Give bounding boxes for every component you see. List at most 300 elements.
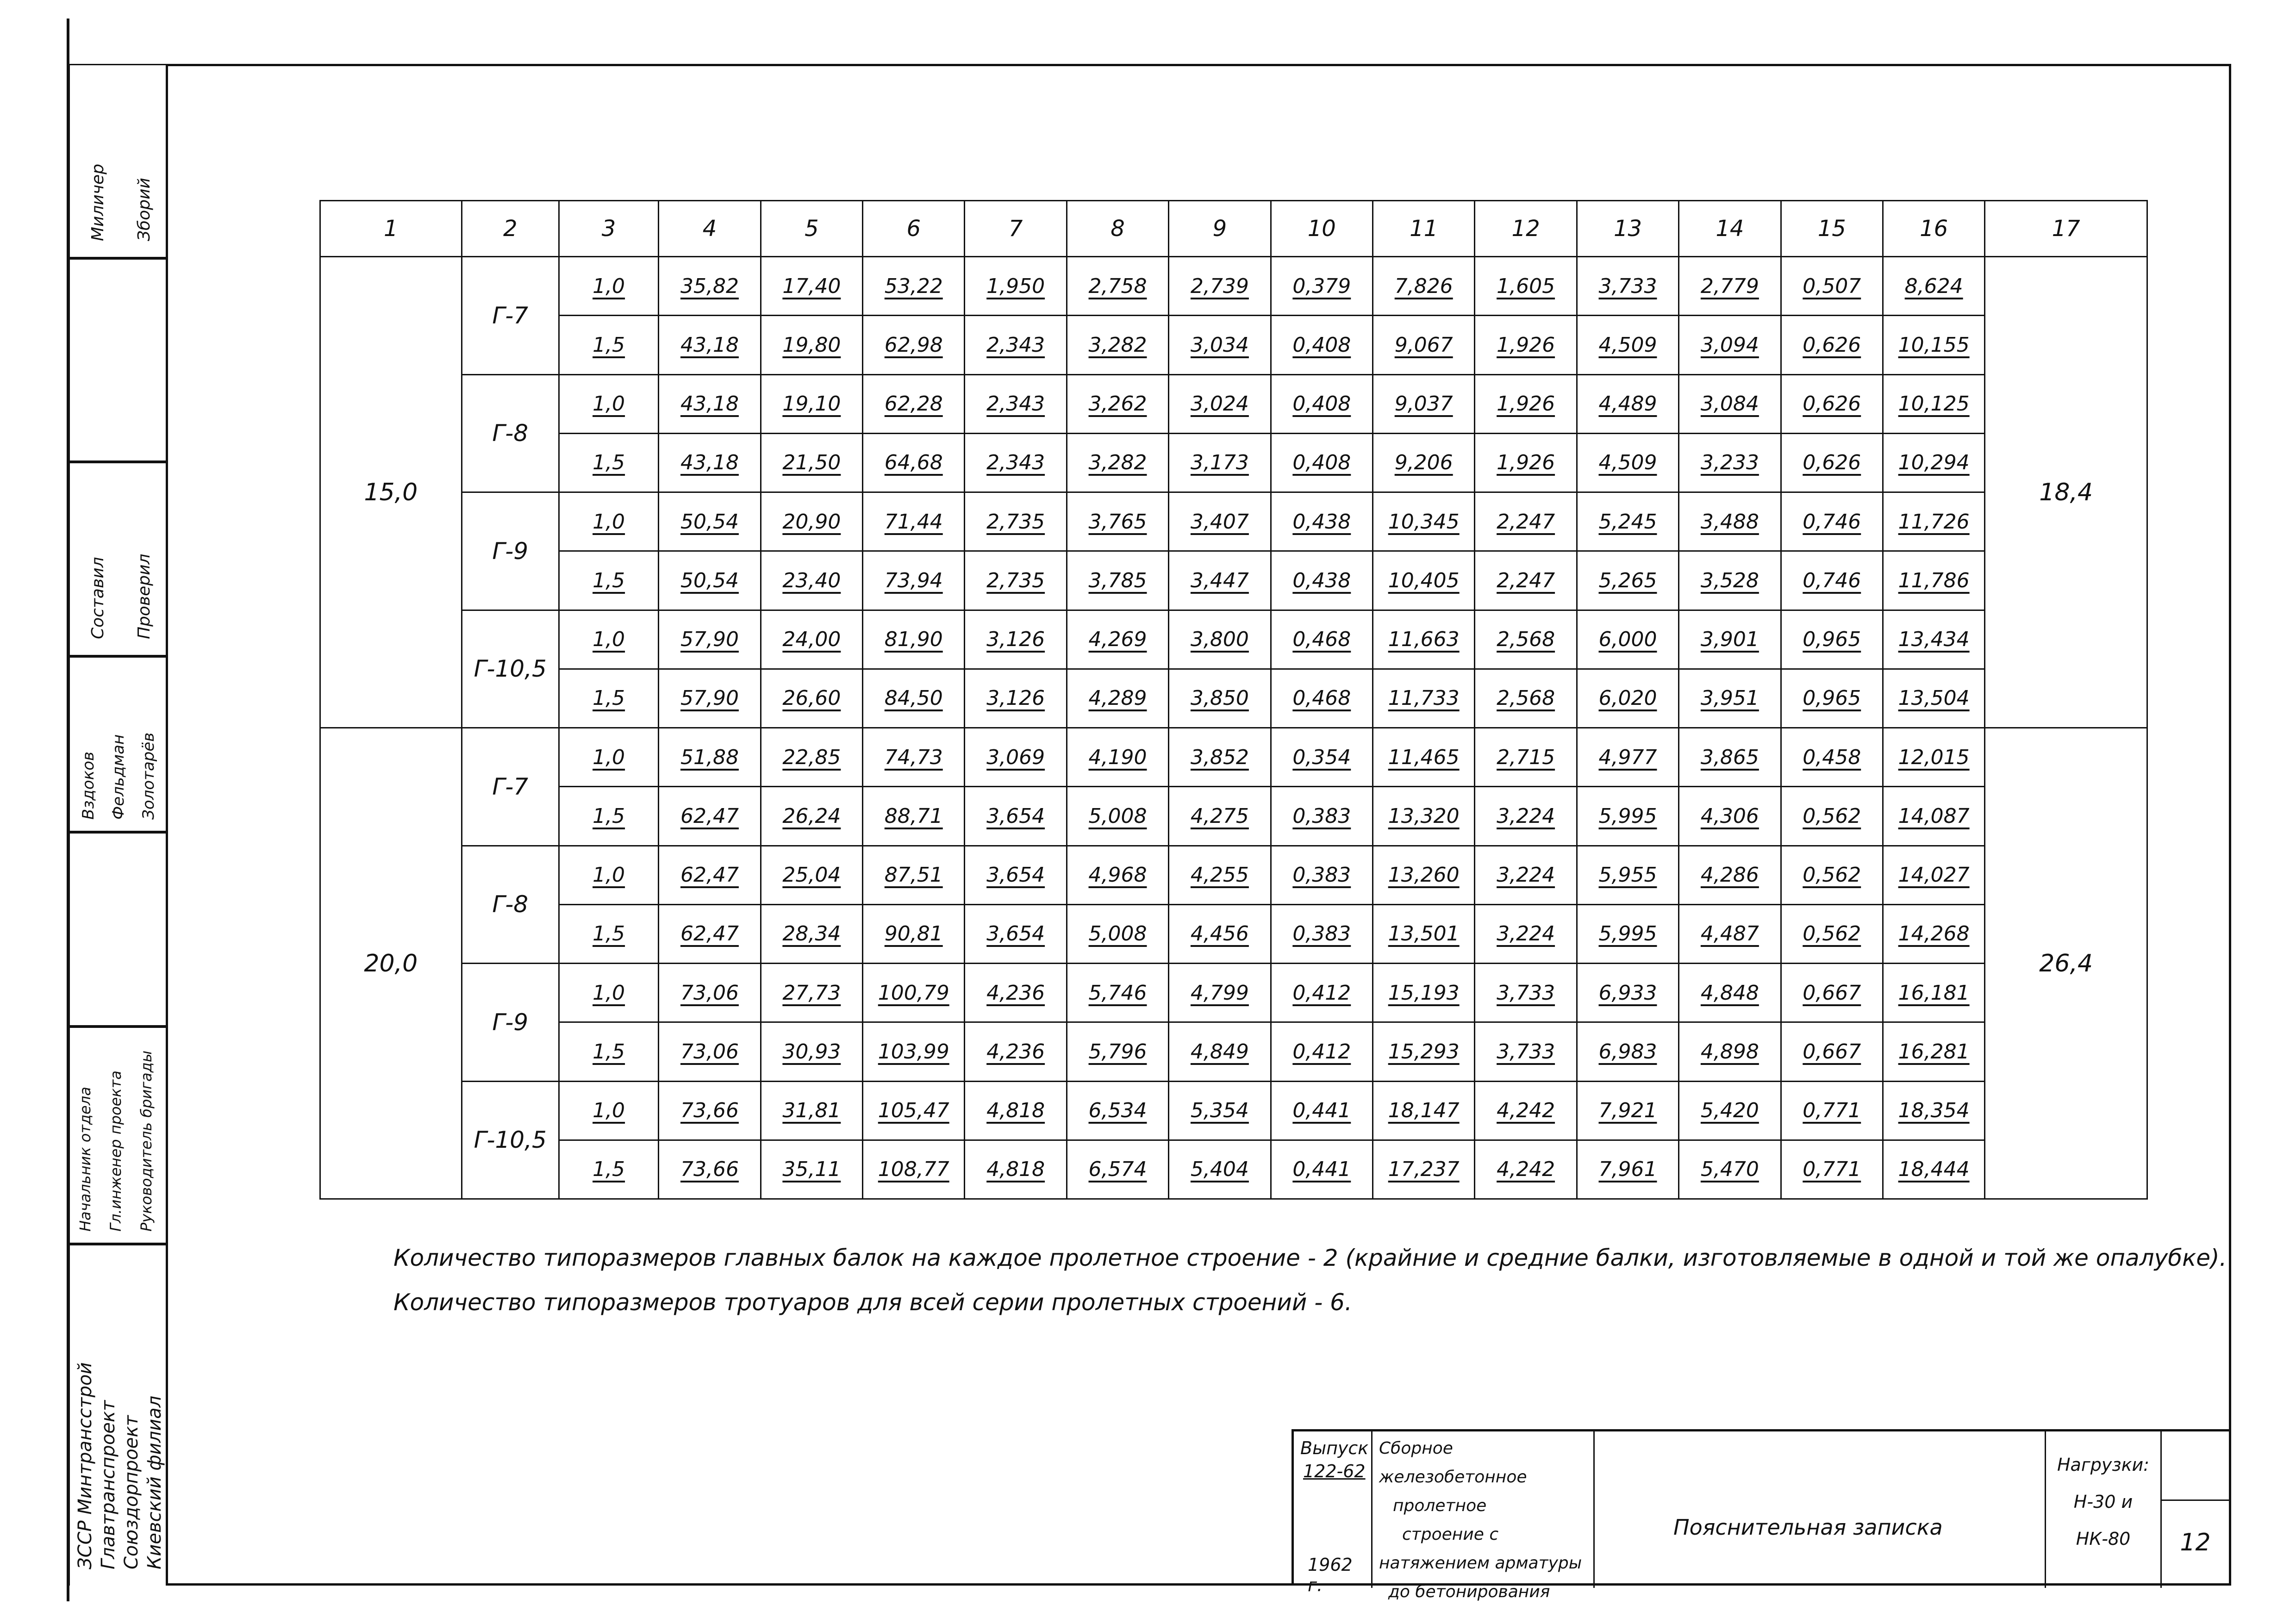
value-cell [1067,904,1168,963]
value-cell [1781,316,1883,374]
cell-value: 5,470 [1700,1157,1759,1182]
column-header: 10 [1271,201,1373,257]
value-cell [1475,374,1577,433]
value-cell [1679,316,1781,374]
cell-value: 1,0 [593,510,625,534]
value-cell [1271,846,1373,904]
value-cell [1475,787,1577,846]
cell-value: 12,015 [1898,745,1970,769]
cell-value: 2,343 [986,392,1045,416]
cell-value: 62,47 [680,863,739,887]
value-cell [1679,846,1781,904]
table-row [320,374,2147,433]
value-cell [659,787,761,846]
cell-value: 16,281 [1898,1039,1970,1064]
value-cell [1067,492,1168,551]
value-cell [1577,669,1678,728]
cell-value: 0,412 [1292,1039,1351,1064]
value-cell [1271,1022,1373,1081]
cell-value: 90,81 [884,922,943,946]
column-header: 14 [1679,201,1781,257]
value-cell [965,374,1067,433]
stamp-role-head: Начальник отдела [76,1087,94,1232]
value-cell [1577,433,1678,492]
description-line-2: пролетное [1393,1496,1487,1515]
value-cell [1169,964,1271,1022]
value-cell [1577,787,1678,846]
cell-value: 0,626 [1803,392,1861,416]
value-cell [1373,257,1475,316]
stamp-name-zboriy: Зборий [135,178,154,241]
cell-value: 1,5 [593,1039,625,1064]
doc-name: Пояснительная записка [1673,1515,1943,1540]
value-cell [1067,374,1168,433]
cell-value: 71,44 [884,510,943,534]
cell-value: 50,54 [680,568,739,592]
cell-value: 74,73 [884,745,943,769]
cell-value: 62,47 [680,804,739,828]
cell-value: 3,126 [986,686,1045,710]
cell-value: 73,66 [680,1099,739,1123]
cell-value: 53,22 [884,274,943,298]
cell-value: 3,733 [1497,981,1555,1005]
note-line-2: Количество типоразмеров тротуаров для всей серии пролетных строений - 6. [393,1289,1352,1316]
left-stamp-column [67,64,166,1586]
issue-number: 122-62 [1303,1461,1366,1481]
cell-value: 4,236 [986,1039,1045,1064]
cell-value: 14,027 [1898,863,1970,887]
value-cell [1169,846,1271,904]
cell-value: 3,447 [1190,568,1249,592]
description-line-4: натяжением арматуры [1379,1554,1582,1573]
stamp-name-feldman: Фельдман [109,734,128,820]
value-cell [1169,374,1271,433]
cell-value: 15,193 [1388,981,1460,1005]
value-cell [1373,1081,1475,1140]
value-cell [1781,1081,1883,1140]
value-cell [1475,1081,1577,1140]
value-cell [1475,551,1577,610]
cell-value: 5,955 [1598,863,1657,887]
cell-value: 1,0 [593,1099,625,1123]
beam-type-cell: Г-7 [462,257,559,375]
value-cell [965,1140,1067,1199]
value-cell [1067,1081,1168,1140]
value-cell [1169,904,1271,963]
value-cell [1577,728,1678,787]
cell-value: 1,5 [593,686,625,710]
value-cell [1067,610,1168,669]
value-cell [761,1022,862,1081]
cell-value: 103,99 [878,1039,949,1064]
cell-value: 3,262 [1088,392,1147,416]
cell-value: 0,458 [1803,745,1861,769]
value-cell [659,316,761,374]
cell-value: 13,320 [1388,804,1460,828]
cell-value: 19,10 [782,392,841,416]
value-cell [1271,610,1373,669]
beam-type-cell: Г-9 [462,492,559,610]
value-cell [1373,846,1475,904]
cell-value: 0,562 [1803,804,1861,828]
value-cell [965,669,1067,728]
value-cell [1577,492,1678,551]
value-cell [1781,846,1883,904]
cell-value: 7,961 [1598,1157,1657,1182]
cell-value: 3,733 [1497,1039,1555,1064]
value-cell [965,1022,1067,1081]
cell-value: 4,977 [1598,745,1657,769]
column-header: 12 [1475,201,1577,257]
value-cell [863,728,965,787]
cell-value: 27,73 [782,981,841,1005]
value-cell [965,904,1067,963]
value-cell [1373,374,1475,433]
value-cell [761,787,862,846]
value-cell [1373,787,1475,846]
value-cell [965,964,1067,1022]
cell-value: 30,93 [782,1039,841,1064]
cell-value: 10,345 [1388,510,1460,534]
value-cell [1475,904,1577,963]
value-cell [761,433,862,492]
value-cell [1373,492,1475,551]
value-cell [1373,669,1475,728]
column-header: 17 [1985,201,2147,257]
notes-block [393,1236,2227,1325]
value-cell [1271,433,1373,492]
value-cell [965,492,1067,551]
value-cell [1475,433,1577,492]
value-cell [1475,610,1577,669]
cell-value: 1,0 [593,745,625,769]
table-row [320,1140,2147,1199]
cell-value: 3,528 [1700,568,1759,592]
column-header: 16 [1883,201,1984,257]
value-cell [659,551,761,610]
cell-value: 2,779 [1700,274,1759,298]
value-cell [1169,492,1271,551]
value-cell [1475,257,1577,316]
cell-value: 1,0 [593,274,625,298]
value-cell [1271,374,1373,433]
value-cell [1679,669,1781,728]
org-line-2: Главтранспроект [98,1400,119,1569]
cell-value: 20,90 [782,510,841,534]
value-cell [1577,257,1678,316]
cell-value: 3,488 [1700,510,1759,534]
value-cell [761,492,862,551]
description-line-5: до бетонирования [1388,1582,1550,1601]
value-cell [1679,728,1781,787]
cell-value: 50,54 [680,510,739,534]
cell-value: 17,40 [782,274,841,298]
value-cell [1169,669,1271,728]
cell-value: 3,865 [1700,745,1759,769]
value-cell [1373,1022,1475,1081]
cell-value: 21,50 [782,451,841,475]
value-cell [1883,551,1984,610]
cell-value: 1,5 [593,1157,625,1182]
cell-value: 10,125 [1898,392,1970,416]
value-cell [1781,492,1883,551]
factor-cell [559,787,658,846]
factor-cell [559,904,658,963]
value-cell [1373,433,1475,492]
value-cell [761,728,862,787]
value-cell [659,374,761,433]
cell-value: 0,408 [1292,333,1351,357]
cell-value: 6,534 [1088,1099,1147,1123]
cell-value: 2,343 [986,333,1045,357]
value-cell [1883,433,1984,492]
value-cell [1781,787,1883,846]
cell-value: 11,733 [1388,686,1460,710]
cell-value: 13,260 [1388,863,1460,887]
value-cell [1475,1022,1577,1081]
cell-value: 0,965 [1803,628,1861,652]
cell-value: 6,020 [1598,686,1657,710]
cell-value: 4,456 [1190,922,1249,946]
value-cell [659,610,761,669]
value-cell [1577,1022,1678,1081]
value-cell [1475,492,1577,551]
value-cell [1883,904,1984,963]
factor-cell [559,492,658,551]
cell-value: 6,933 [1598,981,1657,1005]
cell-value: 26,24 [782,804,841,828]
column-header: 13 [1577,201,1678,257]
value-cell [863,1140,965,1199]
cell-value: 1,0 [593,863,625,887]
value-cell [1271,904,1373,963]
cell-value: 11,726 [1898,510,1970,534]
cell-value: 17,237 [1388,1157,1460,1182]
value-cell [1067,787,1168,846]
cell-value: 11,663 [1388,628,1460,652]
cell-value: 10,405 [1388,568,1460,592]
cell-value: 0,468 [1292,686,1351,710]
value-cell [1679,1081,1781,1140]
cell-value: 14,087 [1898,804,1970,828]
table-row [320,904,2147,963]
value-cell [1781,257,1883,316]
value-cell [1679,904,1781,963]
cell-value: 5,746 [1088,981,1147,1005]
cell-value: 1,0 [593,392,625,416]
cell-value: 0,383 [1292,804,1351,828]
cell-value: 5,265 [1598,568,1657,592]
value-cell [1169,316,1271,374]
cell-value: 0,468 [1292,628,1351,652]
cell-value: 6,000 [1598,628,1657,652]
column-header: 5 [761,201,862,257]
cell-value: 9,206 [1394,451,1453,475]
value-cell [1169,433,1271,492]
cell-value: 100,79 [878,981,949,1005]
cell-value: 4,509 [1598,333,1657,357]
cell-value: 1,5 [593,804,625,828]
stamp-cell-roles [69,1027,168,1244]
factor-cell [559,1022,658,1081]
value-cell [1781,964,1883,1022]
cell-value: 31,81 [782,1099,841,1123]
cell-value: 15,293 [1388,1039,1460,1064]
value-cell [1883,1081,1984,1140]
cell-value: 3,224 [1497,922,1555,946]
cell-value: 0,383 [1292,863,1351,887]
cell-value: 1,5 [593,333,625,357]
cell-value: 105,47 [878,1099,949,1123]
cell-value: 6,574 [1088,1157,1147,1182]
cell-value: 11,786 [1898,568,1970,592]
value-cell [1271,1081,1373,1140]
cell-value: 108,77 [878,1157,949,1182]
stamp-name-zolotarev: Золотарёв [139,732,158,820]
cell-value: 2,735 [986,568,1045,592]
column-header: 6 [863,201,965,257]
cell-value: 3,233 [1700,451,1759,475]
cell-value: 5,420 [1700,1099,1759,1123]
stamp-role-brigade-leader: Руководитель бригады [137,1051,155,1232]
quantities-table [319,200,2148,1200]
cell-value: 0,408 [1292,451,1351,475]
value-cell [659,257,761,316]
cell-value: 0,626 [1803,333,1861,357]
table-row [320,846,2147,904]
description-line-1: Сборное железобетонное [1379,1439,1527,1487]
value-cell [659,1081,761,1140]
value-cell [761,1081,862,1140]
value-cell [1679,964,1781,1022]
stamp-name-milicher: Миличер [88,163,107,241]
value-cell [1067,316,1168,374]
value-cell [659,964,761,1022]
factor-cell [559,257,658,316]
cell-value: 5,354 [1190,1099,1249,1123]
stamp-role-chief-engineer: Гл.инженер проекта [107,1070,125,1232]
column-header: 15 [1781,201,1883,257]
value-cell [1271,551,1373,610]
cell-value: 4,848 [1700,981,1759,1005]
cell-value: 43,18 [680,451,739,475]
table-row [320,492,2147,551]
cell-value: 10,155 [1898,333,1970,357]
issue-year: 1962 г. [1308,1555,1353,1595]
value-cell [659,1022,761,1081]
cell-value: 0,507 [1803,274,1861,298]
value-cell [863,433,965,492]
value-cell [863,964,965,1022]
value-cell [1475,728,1577,787]
cell-value: 3,024 [1190,392,1249,416]
cell-value: 35,11 [782,1157,841,1182]
table-row [320,316,2147,374]
value-cell [1271,669,1373,728]
cell-value: 19,80 [782,333,841,357]
cell-value: 2,247 [1497,568,1555,592]
cell-value: 13,501 [1388,922,1460,946]
cell-value: 8,624 [1904,274,1963,298]
value-cell [761,669,862,728]
value-cell [761,257,862,316]
table-row [320,551,2147,610]
value-cell [1679,433,1781,492]
cell-value: 0,379 [1292,274,1351,298]
col17-cell: 26,4 [1985,728,2147,1199]
cell-value: 4,286 [1700,863,1759,887]
load-1: Н-30 и [2073,1492,2133,1512]
cell-value: 1,5 [593,451,625,475]
cell-value: 16,181 [1898,981,1970,1005]
title-loads-cell [2046,1431,2162,1588]
cell-value: 4,968 [1088,863,1147,887]
cell-value: 3,654 [986,922,1045,946]
cell-value: 1,0 [593,981,625,1005]
title-docname-cell [1595,1431,2046,1588]
value-cell [1067,846,1168,904]
cell-value: 0,626 [1803,451,1861,475]
value-cell [1577,846,1678,904]
cell-value: 25,04 [782,863,841,887]
cell-value: 64,68 [884,451,943,475]
value-cell [1475,964,1577,1022]
cell-value: 88,71 [884,804,943,828]
cell-value: 0,438 [1292,568,1351,592]
value-cell [1679,492,1781,551]
cell-value: 4,190 [1088,745,1147,769]
note-line-1: Количество типоразмеров главных балок на каждое пролетное строение - 2 (крайние и средние балки, изготовляемые в одной и той же опалубке). [393,1244,2227,1271]
cell-value: 5,245 [1598,510,1657,534]
cell-value: 43,18 [680,333,739,357]
table-body [320,257,2147,1199]
cell-value: 3,084 [1700,392,1759,416]
cell-value: 0,562 [1803,863,1861,887]
stamp-name-vzdokov: Вздоков [79,751,98,820]
value-cell [1169,551,1271,610]
value-cell [863,257,965,316]
value-cell [1781,551,1883,610]
factor-cell [559,433,658,492]
cell-value: 73,66 [680,1157,739,1182]
cell-value: 28,34 [782,922,841,946]
cell-value: 3,224 [1497,804,1555,828]
column-header: 3 [559,201,658,257]
value-cell [965,846,1067,904]
value-cell [1067,433,1168,492]
value-cell [1067,257,1168,316]
column-header: 4 [659,201,761,257]
cell-value: 57,90 [680,628,739,652]
value-cell [1883,1022,1984,1081]
value-cell [1475,669,1577,728]
cell-value: 7,921 [1598,1099,1657,1123]
value-cell [1883,610,1984,669]
cell-value: 0,667 [1803,1039,1861,1064]
value-cell [965,551,1067,610]
cell-value: 14,268 [1898,922,1970,946]
factor-cell [559,1081,658,1140]
value-cell [1781,669,1883,728]
cell-value: 0,667 [1803,981,1861,1005]
load-2: НК-80 [2076,1529,2131,1549]
cell-value: 5,404 [1190,1157,1249,1182]
table-row [320,610,2147,669]
cell-value: 9,037 [1394,392,1453,416]
cell-value: 3,126 [986,628,1045,652]
value-cell [863,904,965,963]
value-cell [863,1081,965,1140]
